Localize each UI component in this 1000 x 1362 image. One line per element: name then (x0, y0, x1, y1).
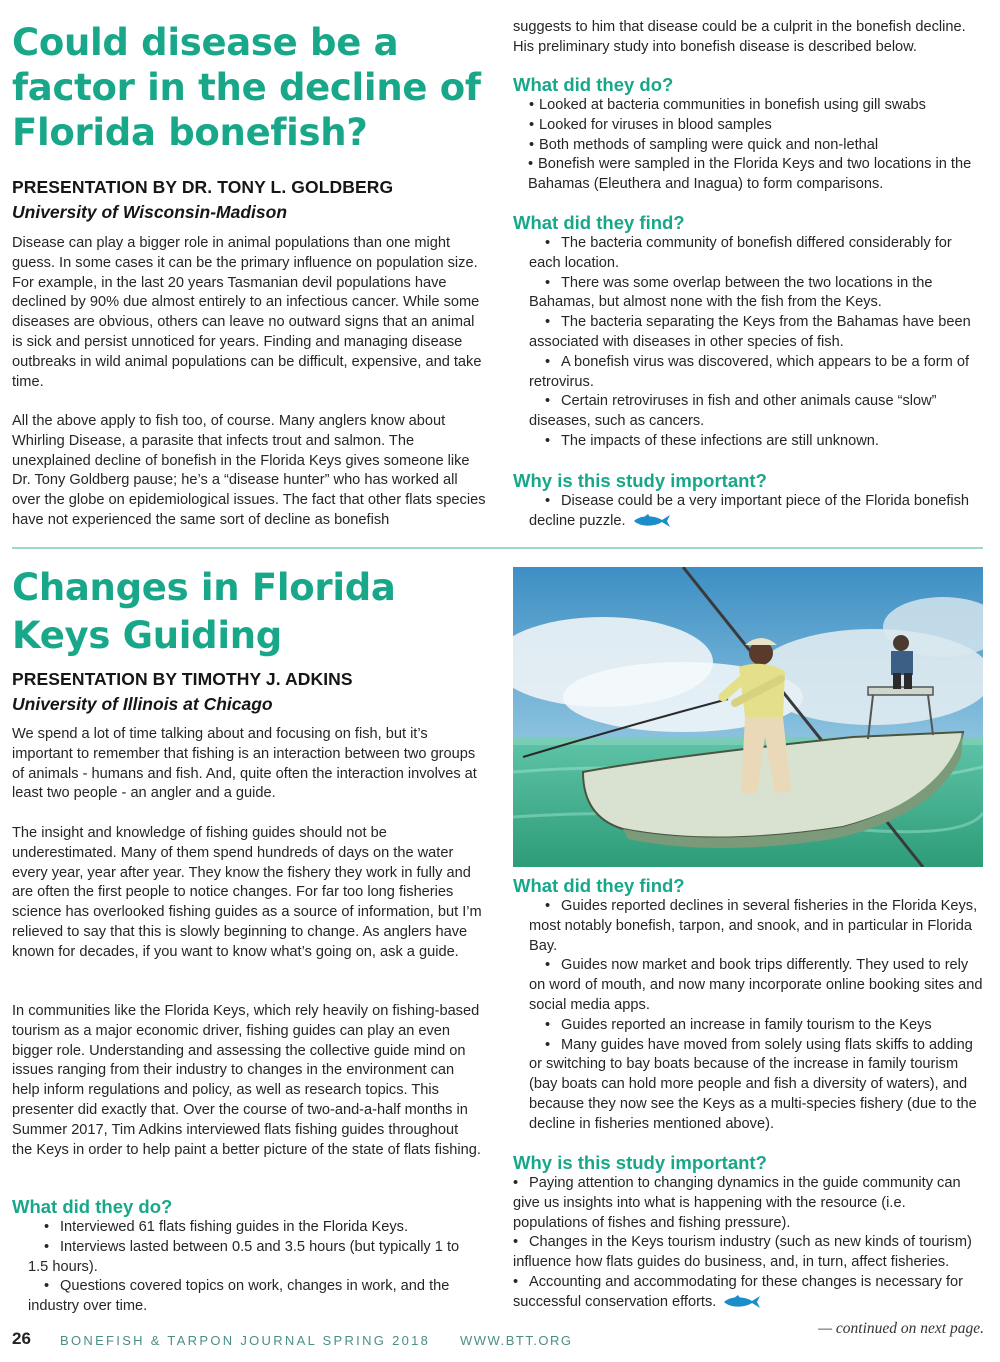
list-item: • Guides reported declines in several fisheries in the Florida Keys, most notably bonefish, tarpon, and snook, and in particular in Florida Bay. (529, 898, 978, 954)
list-item: • Guides reported an increase in family tourism to the Keys (529, 1016, 984, 1036)
bullet-icon: • (529, 97, 535, 113)
list-item: • Bonefish were sampled in the Florida Keys and two locations in the Bahamas (Eleuthera and Inagua) to form comparisons. (528, 156, 972, 193)
bullet-icon: • (529, 116, 535, 133)
bonefish-icon (722, 1295, 762, 1309)
bullet-icon: • (528, 156, 534, 173)
bullet-icon: • (545, 393, 551, 410)
bullet-icon: • (545, 493, 551, 509)
bullet-icon: • (545, 432, 551, 449)
bullet-icon: • (545, 1036, 551, 1053)
article1-find-heading: What did they find? (513, 212, 685, 233)
list-item: • Disease could be a very important piece of the Florida bonefish decline puzzle. (529, 493, 970, 529)
article2-why-list (513, 1174, 983, 1313)
list-item: • Both methods of sampling were quick and non-lethal (528, 136, 983, 156)
article2-paragraph: The insight and knowledge of fishing guides should not be underestimated. Many of them spend hundreds of days on the water every year, year after year. They know the fishery they work in fully and are often the first people to notice changes. For far too long fisheries science has overlooked fishing guides as a source of information, but I’m relieved to say that this is slowly beginning to change. As anglers have known for decades, if you want to know what’s going on, ask a guide. (12, 825, 482, 960)
article1-title: Could disease be a factor in the decline of Florida bonefish? (12, 21, 481, 154)
bullet-icon: • (545, 314, 551, 331)
list-item: • Looked at bacteria communities in bonefish using gill swabs (528, 96, 983, 116)
article1-why-heading: Why is this study important? (513, 470, 767, 491)
list-item: • Accounting and accommodating for these changes is necessary for successful conservation efforts. (513, 1273, 964, 1310)
list-item: • The bacteria community of bonefish differed considerably for each location. (529, 235, 952, 271)
journal-name: BONEFISH & TARPON JOURNAL SPRING 2018 (60, 1333, 431, 1348)
bullet-icon: • (529, 136, 535, 153)
list-item: • Paying attention to changing dynamics in the guide community can give us insights into what is happening with the resource (i.e. populations of fishes and fishing pressure). (513, 1175, 961, 1231)
article2-affiliation: University of Illinois at Chicago (12, 694, 273, 714)
article1-do-list (528, 96, 983, 195)
bullet-icon: • (545, 1016, 551, 1033)
bullet-icon: • (545, 957, 551, 974)
bullet-icon: • (513, 1273, 519, 1290)
bullet-icon: • (44, 1219, 50, 1235)
article1-find-list (529, 234, 984, 452)
article2-do-list (28, 1218, 483, 1317)
article1-affiliation: University of Wisconsin-Madison (12, 202, 288, 222)
article2-why-heading: Why is this study important? (513, 1152, 767, 1173)
list-item: • Certain retroviruses in fish and other animals cause “slow” diseases, such as cancers. (529, 393, 937, 430)
article1-paragraph: Disease can play a bigger role in animal populations than one might guess. In some cases it can be the primary influence on population size. For example, in the last 20 years Tasmanian devil populations have declined by 90% due almost entirely to an infectious cancer. While some diseases are obvious, others can leave no outward signs that an animal is sick and persist unnoticed for years. Finding and managing disease outbreaks in wild animal populations can be difficult, expensive, and take time. (12, 235, 482, 390)
list-item: • Changes in the Keys tourism industry (such as new kinds of tourism) influence how flats guides do business, and, in turn, affect fisheries. (513, 1234, 972, 1271)
list-item: • The bacteria separating the Keys from the Bahamas have been associated with diseases in other species of fish. (529, 314, 971, 350)
article2-find-heading: What did they find? (513, 875, 685, 896)
article2-paragraph: We spend a lot of time talking about and focusing on fish, but it’s important to remember that fishing is an interaction between two groups of animals - humans and fish. And, quite often the interaction involves at least two people - an angler and a guide. (12, 726, 477, 802)
bonefish-icon (632, 514, 672, 528)
section-divider (12, 547, 983, 549)
article2-byline: PRESENTATION BY TIMOTHY J. ADKINS (12, 669, 353, 689)
article1-paragraph-continued: suggests to him that disease could be a culprit in the bonefish decline. His preliminary study into bonefish disease is described below. (513, 19, 966, 55)
list-item: • Many guides have moved from solely using flats skiffs to adding or switching to bay boats because of the increase in family tourism (bay boats can hold more people and fish a diversity of waters), and because they now see the Keys as a multi-species fishery (due to the decline in fisheries mentioned above). (529, 1036, 977, 1132)
guide-poling-skiff-illustration (513, 567, 983, 867)
page-number: 26 (12, 1329, 31, 1348)
list-item: • A bonefish virus was discovered, which appears to be a form of retrovirus. (529, 353, 970, 390)
list-item: • The impacts of these infections are still unknown. (529, 432, 984, 452)
list-item: • Interviewed 61 flats fishing guides in the Florida Keys. (28, 1218, 483, 1238)
website-link[interactable]: WWW.BTT.ORG (460, 1333, 573, 1348)
bullet-icon: • (513, 1175, 519, 1191)
bullet-icon: • (545, 898, 551, 914)
list-item: • Interviews lasted between 0.5 and 3.5 hours (but typically 1 to 1.5 hours). (28, 1238, 460, 1275)
list-item: • There was some overlap between the two locations in the Bahamas, but almost none with the fish from the Keys. (529, 274, 933, 311)
bullet-icon: • (545, 353, 551, 370)
continued-note: — continued on next page. (818, 1320, 984, 1337)
bullet-icon: • (44, 1278, 50, 1295)
bullet-icon: • (44, 1238, 50, 1255)
article1-why-list (529, 492, 984, 532)
article1-do-heading: What did they do? (513, 74, 674, 95)
list-item: • Guides now market and book trips differently. They used to rely on word of mouth, and now many incorporate online booking sites and social media apps. (529, 957, 983, 1013)
bullet-icon: • (513, 1234, 519, 1251)
bullet-icon: • (545, 235, 551, 251)
article1-byline: PRESENTATION BY DR. TONY L. GOLDBERG (12, 177, 394, 197)
article2-find-list (529, 897, 984, 1135)
article2-paragraph: In communities like the Florida Keys, which rely heavily on fishing-based tourism as a major economic driver, fishing guides can play an even bigger role. Understanding and assessing the collective guide mind on issues ranging from their industry to changes in the environment can help inform regulations and policy, as well as research topics. This presenter did exactly that. Over the course of two-and-a-half months in Summer 2017, Tim Adkins interviewed flats fishing guides throughout the Keys in order to help paint a better picture of the state of flats fishing. (12, 1003, 481, 1158)
list-item: • Looked for viruses in blood samples (528, 116, 983, 136)
article2-title: Changes in Florida Keys Guiding (12, 566, 396, 657)
bullet-icon: • (545, 274, 551, 291)
article2-do-heading: What did they do? (12, 1196, 173, 1217)
article1-paragraph: All the above apply to fish too, of course. Many anglers know about Whirling Disease, a parasite that infects trout and salmon. The unexplained decline of bonefish in the Florida Keys gives someone like Dr. Tony Goldberg pause; he’s a “disease hunter” who has worked all over the globe on epidemiological issues. The fact that other flats species have not experienced the same sort of decline as bonefish (12, 413, 486, 528)
list-item: • Questions covered topics on work, changes in work, and the industry over time. (28, 1278, 450, 1315)
